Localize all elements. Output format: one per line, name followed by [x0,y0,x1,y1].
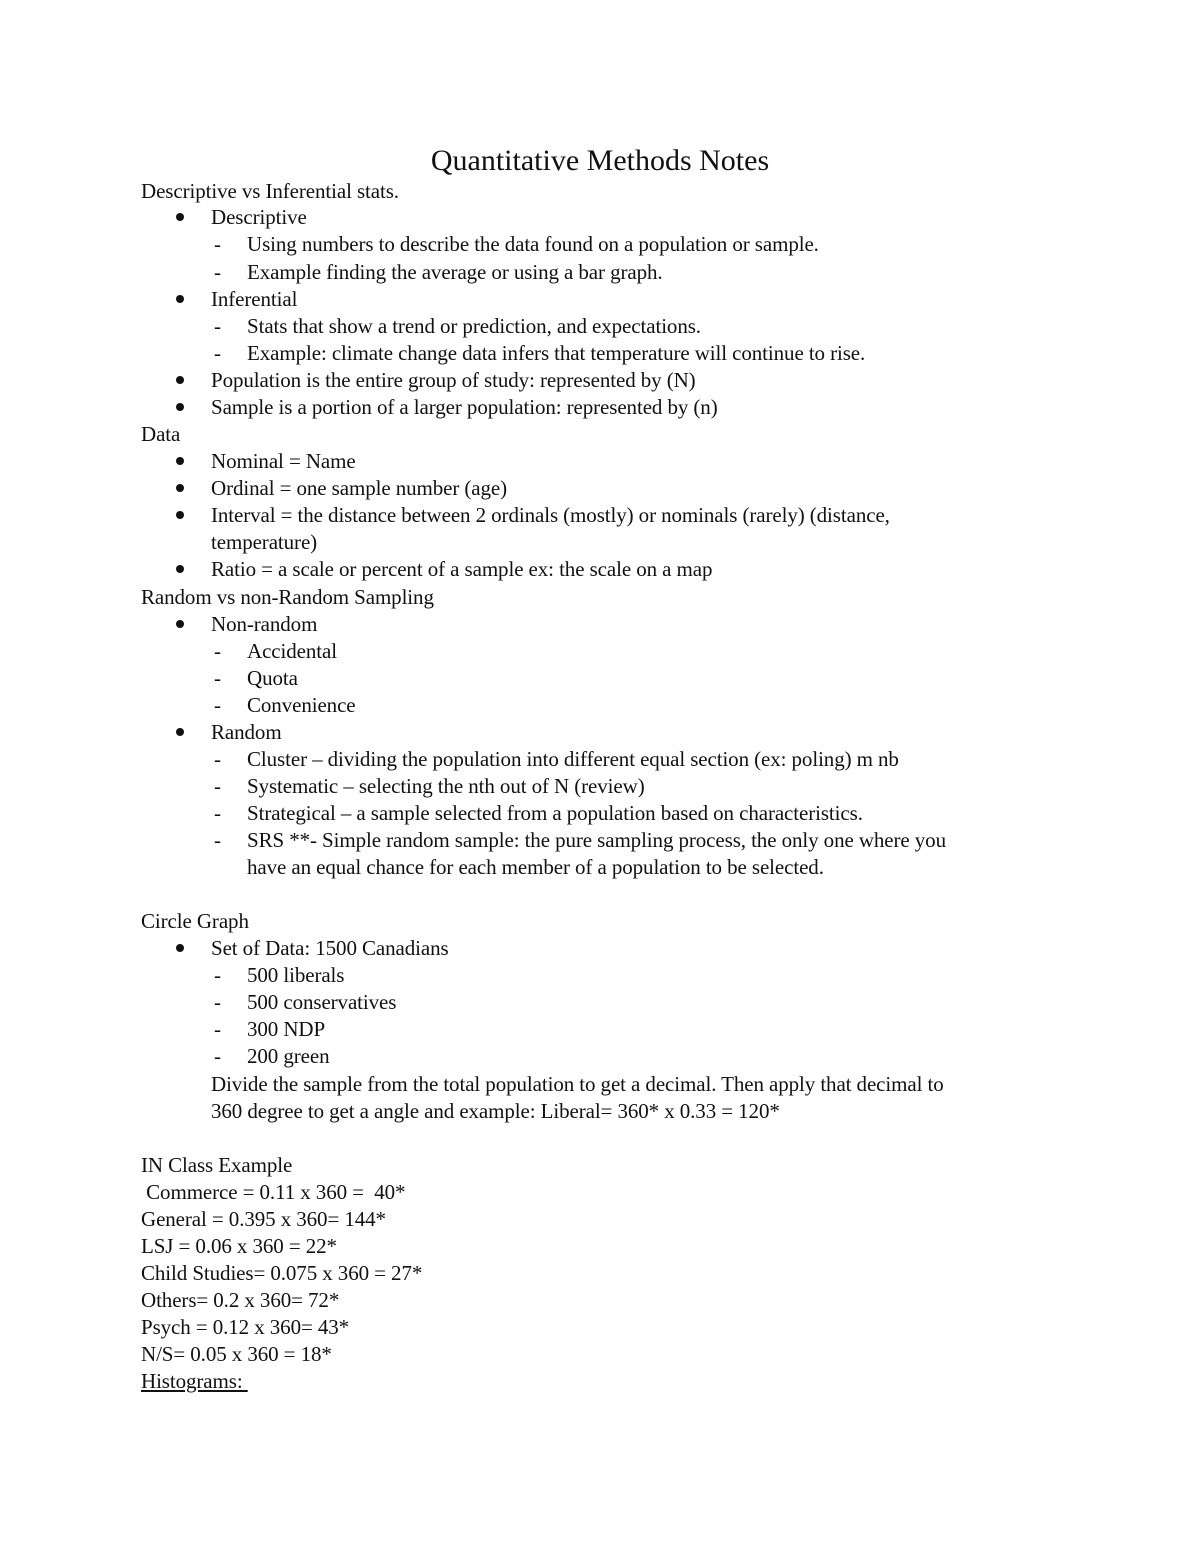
calc-line: General = 0.395 x 360= 144* [141,1207,386,1231]
calc-line: LSJ = 0.06 x 360 = 22* [141,1234,337,1258]
list-item: Systematic – selecting the nth out of N (review) [247,774,645,798]
bullet-icon [176,295,184,303]
dash-icon: - [214,1044,221,1068]
bullet-icon [176,944,184,952]
list-item: Descriptive [211,205,307,229]
list-item: Sample is a portion of a larger population: represented by (n) [211,395,718,419]
list-item: Inferential [211,287,298,311]
dash-icon: - [214,639,221,663]
paragraph-line: Divide the sample from the total population to get a decimal. Then apply that decimal to [211,1072,944,1096]
list-item: Non-random [211,612,318,636]
bullet-icon [176,484,184,492]
dash-icon: - [214,232,221,256]
bullet-icon [176,457,184,465]
section-heading-in-class: IN Class Example [141,1153,293,1177]
calc-line: Commerce = 0.11 x 360 = 40* [141,1180,406,1204]
page-title: Quantitative Methods Notes [430,144,770,177]
dash-icon: - [214,666,221,690]
dash-icon: - [214,260,221,284]
dash-icon: - [214,774,221,798]
list-item-continuation: temperature) [211,530,318,554]
list-item: Strategical – a sample selected from a population based on characteristics. [247,801,863,825]
bullet-icon [176,376,184,384]
dash-icon: - [214,1017,221,1041]
paragraph-line: 360 degree to get a angle and example: Liberal= 360* x 0.33 = 120* [211,1099,780,1123]
bullet-icon [176,728,184,736]
list-item: 300 NDP [247,1017,326,1041]
list-item: Using numbers to describe the data found on a population or sample. [247,232,819,256]
bullet-icon [176,565,184,573]
section-heading-circle-graph: Circle Graph [141,909,249,933]
list-item: Nominal = Name [211,449,356,473]
calc-line: N/S= 0.05 x 360 = 18* [141,1342,332,1366]
dash-icon: - [214,341,221,365]
list-item: Accidental [247,639,337,663]
list-item: SRS **- Simple random sample: the pure sampling process, the only one where you [247,828,946,852]
list-item: 200 green [247,1044,330,1068]
dash-icon: - [214,801,221,825]
dash-icon: - [214,314,221,338]
list-item: Quota [247,666,298,690]
section-heading-sampling: Random vs non-Random Sampling [141,585,434,609]
dash-icon: - [214,963,221,987]
list-item: Ordinal = one sample number (age) [211,476,508,500]
list-item: Population is the entire group of study: represented by (N) [211,368,696,392]
dash-icon: - [214,747,221,771]
list-item: Cluster – dividing the population into different equal section (ex: poling) m nb [247,747,899,771]
calc-line: Psych = 0.12 x 360= 43* [141,1315,350,1339]
dash-icon: - [214,990,221,1014]
bullet-icon [176,511,184,519]
list-item: Example: climate change data infers that temperature will continue to rise. [247,341,866,365]
list-item: Random [211,720,282,744]
dash-icon: - [214,693,221,717]
section-heading-stats: Descriptive vs Inferential stats. [141,179,399,203]
calc-line: Child Studies= 0.075 x 360 = 27* [141,1261,423,1285]
list-item: Interval = the distance between 2 ordinals (mostly) or nominals (rarely) (distance, [211,503,890,527]
list-item: 500 liberals [247,963,345,987]
dash-icon: - [214,828,221,852]
calc-line: Others= 0.2 x 360= 72* [141,1288,340,1312]
list-item: Example finding the average or using a bar graph. [247,260,663,284]
bullet-icon [176,213,184,221]
list-item: Convenience [247,693,356,717]
list-item: 500 conservatives [247,990,397,1014]
bullet-icon [176,403,184,411]
section-heading-histograms: Histograms: [141,1369,248,1393]
list-item: Set of Data: 1500 Canadians [211,936,449,960]
list-item: Ratio = a scale or percent of a sample ex: the scale on a map [211,557,713,581]
list-item: Stats that show a trend or prediction, and expectations. [247,314,701,338]
bullet-icon [176,620,184,628]
section-heading-data: Data [141,422,181,446]
list-item-continuation: have an equal chance for each member of a population to be selected. [247,855,824,879]
